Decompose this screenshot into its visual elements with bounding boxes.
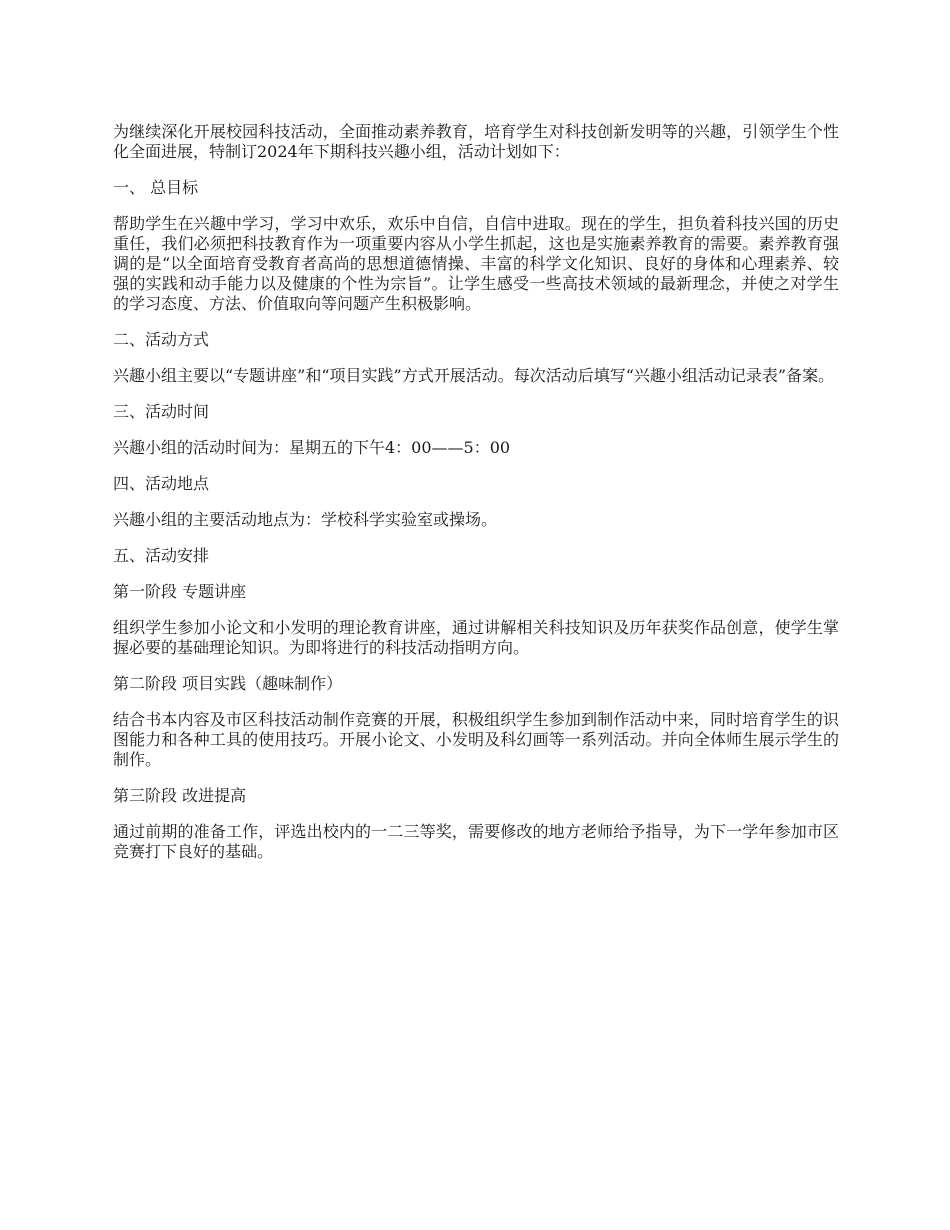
stage-paragraph-2: 结合书本内容及市区科技活动制作竞赛的开展，积极组织学生参加到制作活动中来，同时培育学生的识图能力和各种工具的使用技巧。开展小论文、小发明及科幻画等一系列活动。并向全体师生展示学生的制作。 [113,710,839,769]
stage-paragraph-1: 组织学生参加小论文和小发明的理论教育讲座，通过讲解相关科技知识及历年获奖作品创意，使学生掌握必要的基础理论知识。为即将进行的科技活动指明方向。 [113,618,839,657]
location-paragraph: 兴趣小组的主要活动地点为：学校科学实验室或操场。 [113,510,498,529]
goal-paragraph: 帮助学生在兴趣中学习，学习中欢乐，欢乐中自信，自信中进取。现在的学生，担负着科技兴国的历史重任，我们必须把科技教育作为一项重要内容从小学生抓起，这也是实施素养教育的需要。素养教育强调的是“以全面培育受教育者高尚的思想道德情操、丰富的科学文化知识、良好的身体和心理素养、较强的实践和动手能力以及健康的个性为宗旨”。让学生感受一些高技术领域的最新理念，并使之对学生的学习态度、方法、价值取向等问题产生积极影响。 [113,214,839,313]
section-heading-method: 二、活动方式 [113,330,210,349]
section-heading-schedule: 五、活动安排 [113,546,210,565]
stage-heading-3: 第三阶段 改进提高 [113,786,247,805]
stage-paragraph-3: 通过前期的准备工作，评选出校内的一二三等奖，需要修改的地方老师给予指导，为下一学年参加市区竞赛打下良好的基础。 [113,822,839,861]
intro-paragraph: 为继续深化开展校园科技活动，全面推动素养教育，培育学生对科技创新发明等的兴趣，引领学生个性化全面进展，特制订2024年下期科技兴趣小组，活动计划如下： [113,122,839,161]
document-page [113,122,839,878]
section-heading-time: 三、活动时间 [113,402,210,421]
stage-heading-1: 第一阶段 专题讲座 [113,582,247,601]
section-heading-goal: 一、 总目标 [113,178,199,197]
time-paragraph: 兴趣小组的活动时间为：星期五的下午4：00——5：00 [113,438,511,457]
method-paragraph: 兴趣小组主要以“专题讲座”和“项目实践”方式开展活动。每次活动后填写“兴趣小组活动记录表”备案。 [113,366,835,385]
stage-heading-2: 第二阶段 项目实践（趣味制作） [113,674,343,693]
section-heading-location: 四、活动地点 [113,474,210,493]
